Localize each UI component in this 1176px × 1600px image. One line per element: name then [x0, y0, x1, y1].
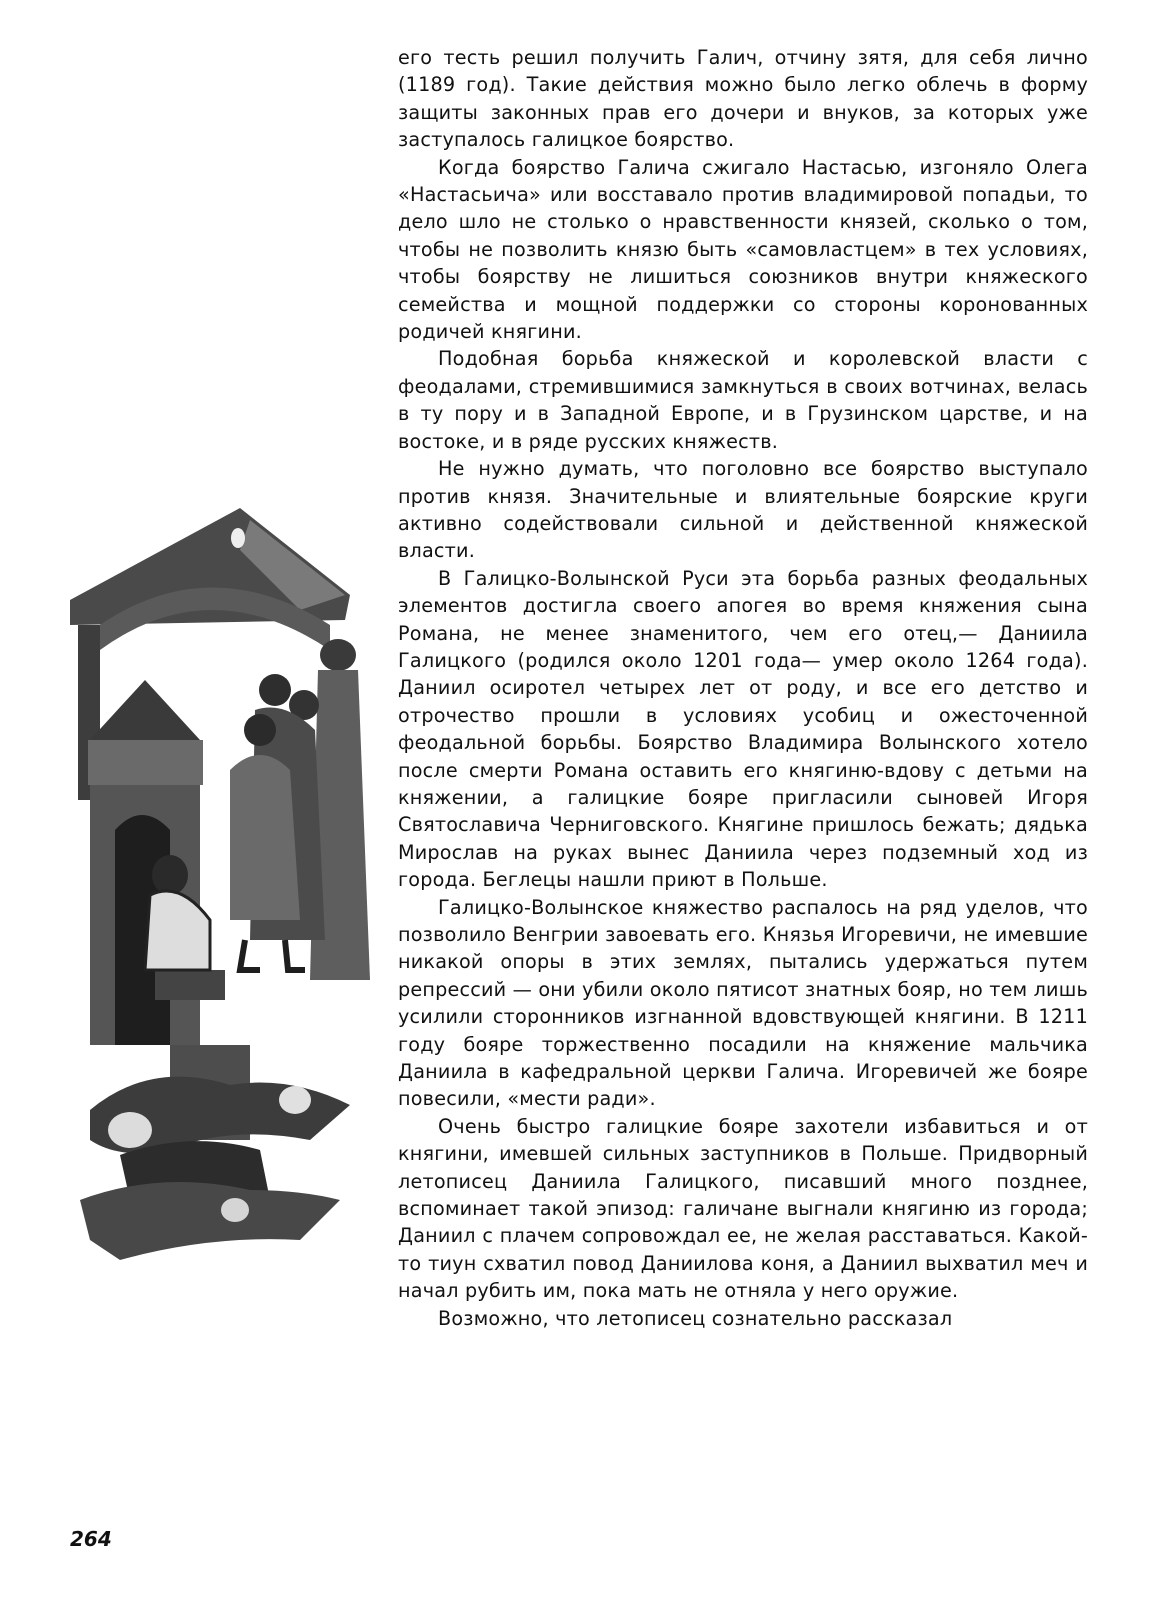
body-text: [398, 44, 1088, 1332]
paragraph: Подобная борьба княжеской и королевской власти с феодалами, стремившимися замкнуться в своих вотчинах, велась в ту пору и в Западной Европе, и в Грузинском царстве, и на востоке, и в ряде русских княжеств.: [398, 347, 1088, 453]
paragraph: Галицко-Волынское княжество распалось на ряд уделов, что позволило Венгрии завоевать его. Князья Игоревичи, не имевшие никакой опоры в этих землях, пытались удержаться путем репрессий — они убили около пятисот знатных бояр, но тем лишь усилили сторонников изгнанной вдовствующей княгини. В 1211 году бояре торжественно посадили на княжение мальчика Даниила в кафедральной церкви Галича. Игоревичей же бояре повесили, «мести ради».: [398, 895, 1088, 1111]
paragraph: Когда боярство Галича сжигало Настасью, изгоняло Олега «Настасьича» или восставало против владимировой попадьи, то дело шло не столько о нравственности князей, сколько о том, чтобы не позволить князю быть «самовластцем» в тех условиях, чтобы боярству не лишиться союзников внутри княжеского семейства и мощной поддержки со стороны коронованных родичей княгини.: [398, 155, 1088, 344]
miniature-illustration: [60, 500, 380, 1280]
paragraph: его тесть решил получить Галич, отчину зятя, для себя лично (1189 год). Такие действия можно было легко облечь в форму защиты законных прав его дочери и внуков, за которых уже заступалось галицкое боярство.: [398, 46, 1088, 152]
paragraph: Возможно, что летописец сознательно рассказал: [438, 1306, 953, 1330]
miniature-drawing: [60, 500, 380, 1280]
paragraph: В Галицко-Волынской Руси эта борьба разных феодальных элементов достигла своего апогея во время княжения сына Романа, не менее знаменитого, чем его отец,— Даниила Галицкого (родился около 1201 года— умер около 1264 года). Даниил осиротел четырех лет от роду, и все его детство и отрочество прошли в условиях усобиц и ожесточенной феодальной борьбы. Боярство Владимира Волынского хотело после смерти Романа оставить его княгиню-вдову с детьми на княжении, а галицкие бояре пригласили сыновей Игоря Святославича Черниговского. Княгине пришлось бежать; дядька Мирослав на руках вынес Даниила через подземный ход из города. Беглецы нашли приют в Польше.: [398, 566, 1088, 892]
paragraph: Очень быстро галицкие бояре захотели избавиться и от княгини, имевшей сильных заступников в Польше. Придворный летописец Даниила Галицкого, писавший много позднее, вспоминает такой эпизод: галичане выгнали княгиню из города; Даниил с плачем сопровождал ее, не желая расставаться. Какой-то тиун схватил повод Даниилова коня, а Даниил выхватил меч и начал рубить им, пока мать не отняла у него оружие.: [398, 1114, 1088, 1303]
paragraph: Не нужно думать, что поголовно все боярство выступало против князя. Значительные и влиятельные боярские круги активно содействовали сильной и действенной княжеской власти.: [398, 457, 1088, 563]
page-number: 264: [70, 1527, 112, 1551]
